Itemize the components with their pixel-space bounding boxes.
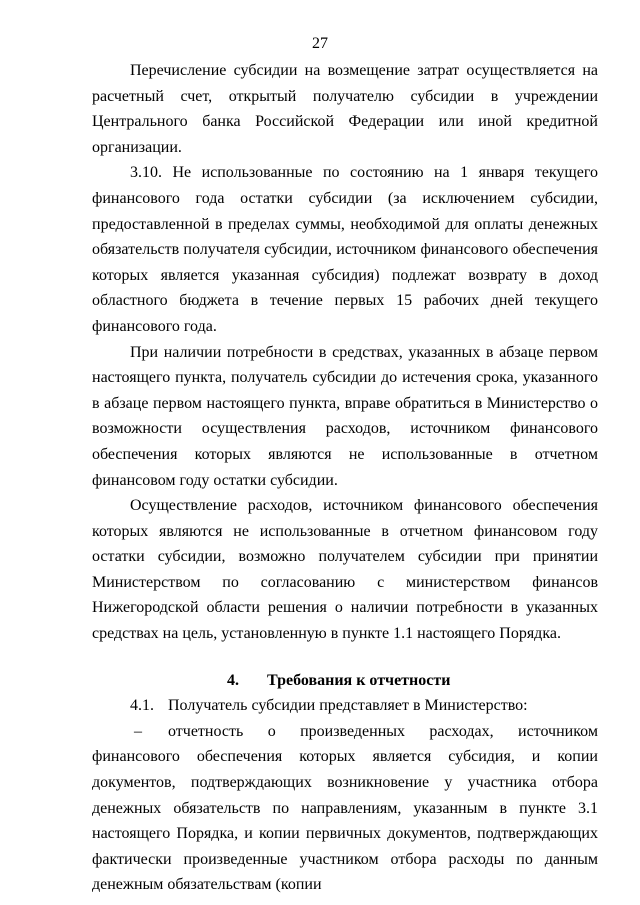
section-number: 4. [227,671,239,689]
section-title: Требования к отчетности [267,671,451,689]
list-item-reporting [92,719,598,898]
list-dash: – [134,722,142,740]
section-heading [92,668,598,694]
document-body [92,58,598,898]
paragraph-need-for-funds: При наличии потребности в средствах, указанных в абзаце первом настоящего пункта, получатель субсидии до истечения срока, указанного в абзаце первом настоящего пункта, вправе обратиться в Министерство о возможности осуществления расходов, источником финансового обеспечения которых являются не использованные в отчетном финансовом году остатки субсидии. [92,343,598,489]
item-4-1 [92,693,598,719]
paragraph-expenditure-approval: Осуществление расходов, источником финансового обеспечения которых являются не использованные в отчетном финансовом году остатки субсидии, возможно получателем субсидии при принятии Министерством по согласованию с министерством финансов Нижегородской области решения о наличии потребности в указанных средствах на цель, установленную в пункте 1.1 настоящего Порядка. [92,497,598,643]
list-item-text: отчетность о произведенных расходах, источником финансового обеспечения которых является субсидия, и копии документов, подтверждающих возникновение у участника отбора денежных обязательств по направлениям, указанным в пункте 3.1 настоящего Порядка, и копии первичных документов, подтверждающих фактически произведенные участником отбора расходы по данным денежным обязательствам (копии [92,722,598,894]
item-text: Получатель субсидии представляет в Министерство: [168,697,528,715]
item-number: 4.1. [130,697,154,715]
paragraph-subsidy-transfer: Перечисление субсидии на возмещение затрат осуществляется на расчетный счет, открытый получателю субсидии в учреждении Центрального банка Российской Федерации или иной кредитной организации. [92,62,598,156]
paragraph-3-10: 3.10. Не использованные по состоянию на 1 января текущего финансового года остатки субсидии (за исключением субсидии, предоставленной в пределах суммы, необходимой для оплаты денежных обязательств получателя субсидии, источником финансового обеспечения которых является указанная субсидия) подлежат возврату в доход областного бюджета в течение первых 15 рабочих дней текущего финансового года. [92,164,598,335]
page-number: 27 [312,35,328,52]
